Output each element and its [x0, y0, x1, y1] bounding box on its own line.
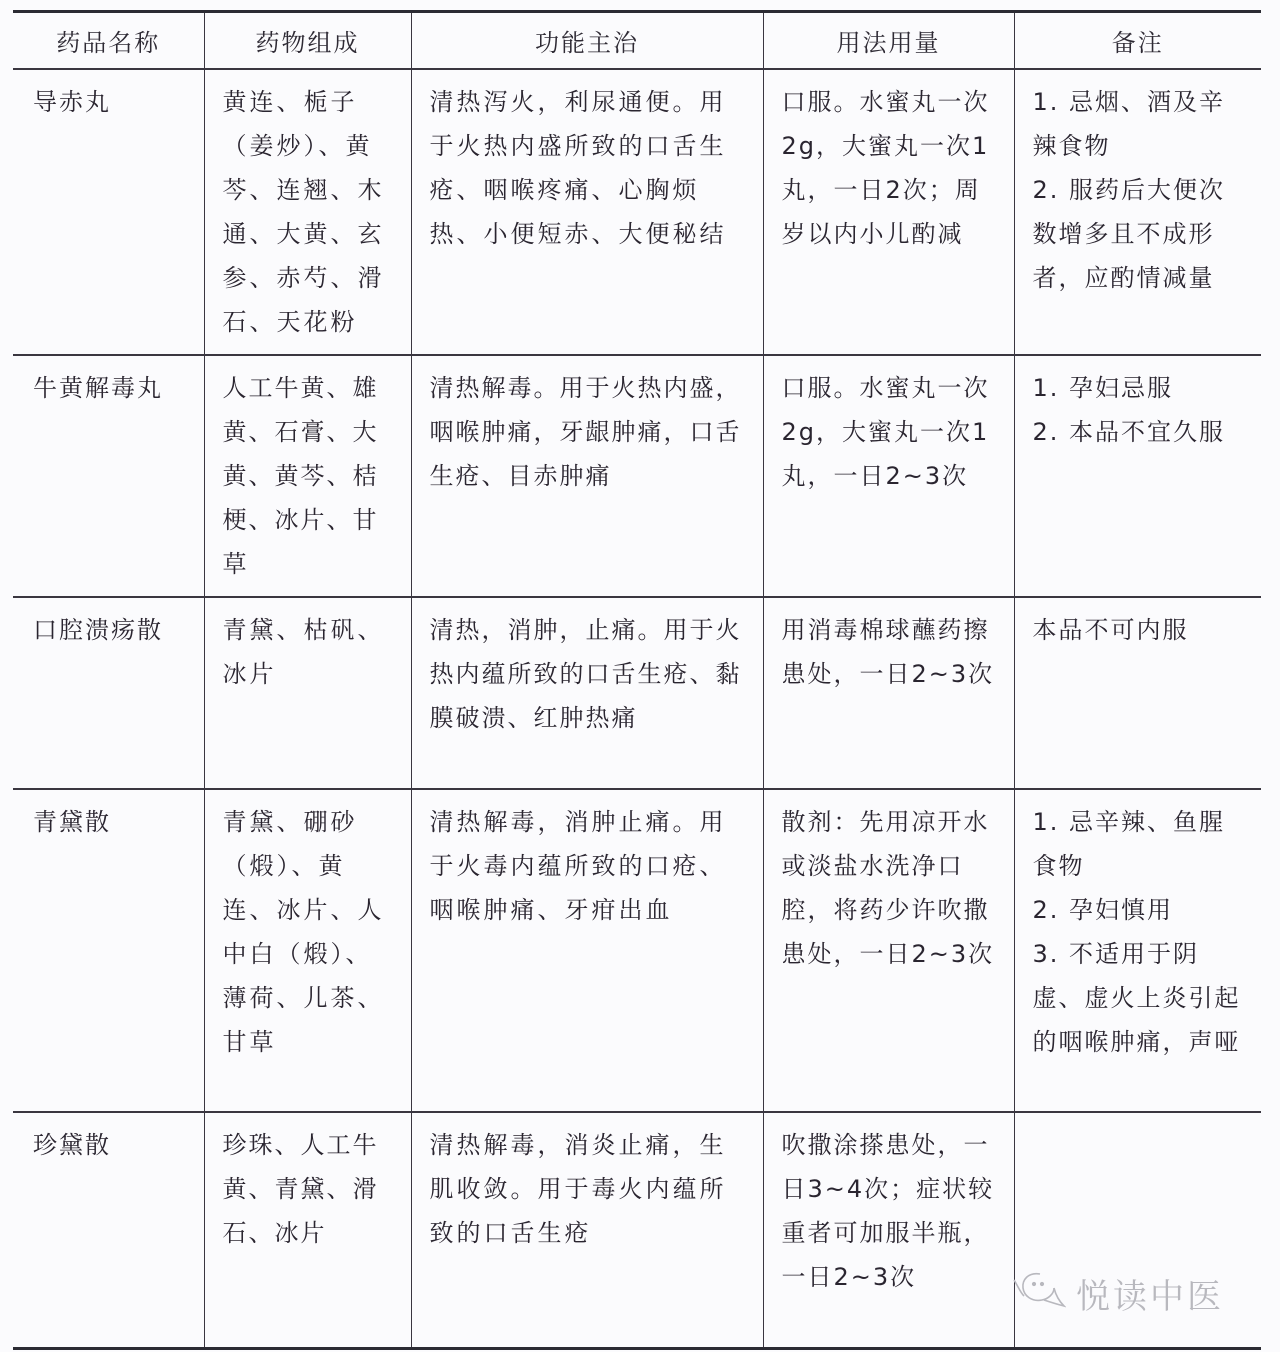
drug-name-cell: 导赤丸: [13, 69, 204, 355]
drug-name-cell: 青黛散: [13, 789, 204, 1112]
table-row: [13, 69, 1261, 355]
notes-cell: [1014, 69, 1261, 355]
table-row: [13, 789, 1261, 1112]
indications-cell: 清热解毒，消炎止痛，生肌收敛。用于毒火内蕴所致的口舌生疮: [411, 1112, 763, 1349]
table-row: [13, 1112, 1261, 1349]
indications-cell: 清热解毒。用于火热内盛，咽喉肿痛，牙龈肿痛，口舌生疮、目赤肿痛: [411, 355, 763, 597]
note-item: 1. 忌辛辣、鱼腥食物: [1032, 807, 1226, 880]
dosage-cell: 散剂：先用凉开水或淡盐水洗净口腔，将药少许吹撒患处，一日2~3次: [763, 789, 1014, 1112]
medicine-table: [13, 10, 1261, 1350]
indications-cell: 清热解毒，消肿止痛。用于火毒内蕴所致的口疮、咽喉肿痛、牙疳出血: [411, 789, 763, 1112]
notes-cell: [1014, 789, 1261, 1112]
note-item: 3. 不适用于阴虚、虚火上炎引起的咽喉肿痛，声哑: [1032, 939, 1241, 1056]
table-row: [13, 355, 1261, 597]
note-item: 1. 忌烟、酒及辛辣食物: [1032, 87, 1226, 160]
dosage-cell: 口服。水蜜丸一次2g，大蜜丸一次1丸，一日2~3次: [763, 355, 1014, 597]
table-row: [13, 597, 1261, 789]
drug-name-cell: 口腔溃疡散: [13, 597, 204, 789]
note-item: 本品不可内服: [1032, 615, 1189, 644]
drug-name-cell: 珍黛散: [13, 1112, 204, 1349]
notes-cell: [1014, 355, 1261, 597]
composition-cell: 珍珠、人工牛黄、青黛、滑石、冰片: [204, 1112, 411, 1349]
watermark-text: 悦读中医: [1076, 1277, 1224, 1317]
dosage-cell: 吹撒涂搽患处，一日3~4次；症状较重者可加服半瓶，一日2~3次: [763, 1112, 1014, 1349]
note-item: 1. 孕妇忌服: [1032, 373, 1174, 402]
header-notes: 备注: [1014, 12, 1261, 69]
notes-cell: [1014, 597, 1261, 789]
dosage-cell: 用消毒棉球蘸药擦患处，一日2~3次: [763, 597, 1014, 789]
table-body: [13, 69, 1261, 1349]
header-composition: 药物组成: [204, 12, 411, 69]
composition-cell: 青黛、硼砂（煅）、黄连、冰片、人中白（煅）、薄荷、儿茶、甘草: [204, 789, 411, 1112]
note-item: 2. 服药后大便次数增多且不成形者，应酌情减量: [1032, 175, 1226, 292]
composition-cell: 人工牛黄、雄黄、石膏、大黄、黄芩、桔梗、冰片、甘草: [204, 355, 411, 597]
drug-name-cell: 牛黄解毒丸: [13, 355, 204, 597]
dosage-cell: 口服。水蜜丸一次2g，大蜜丸一次1丸，一日2次；周岁以内小儿酌减: [763, 69, 1014, 355]
indications-cell: 清热泻火，利尿通便。用于火热内盛所致的口舌生疮、咽喉疼痛、心胸烦热、小便短赤、大便秘结: [411, 69, 763, 355]
table-header: [13, 12, 1261, 69]
indications-cell: 清热，消肿，止痛。用于火热内蕴所致的口舌生疮、黏膜破溃、红肿热痛: [411, 597, 763, 789]
note-item: 2. 本品不宜久服: [1032, 417, 1226, 446]
notes-cell: [1014, 1112, 1261, 1349]
note-item: 2. 孕妇慎用: [1032, 895, 1174, 924]
composition-cell: 青黛、枯矾、冰片: [204, 597, 411, 789]
header-dosage: 用法用量: [763, 12, 1014, 69]
composition-cell: 黄连、栀子（姜炒）、黄芩、连翘、木通、大黄、玄参、赤芍、滑石、天花粉: [204, 69, 411, 355]
header-drug-name: 药品名称: [13, 12, 204, 69]
header-indications: 功能主治: [411, 12, 763, 69]
header-row: [13, 12, 1261, 69]
